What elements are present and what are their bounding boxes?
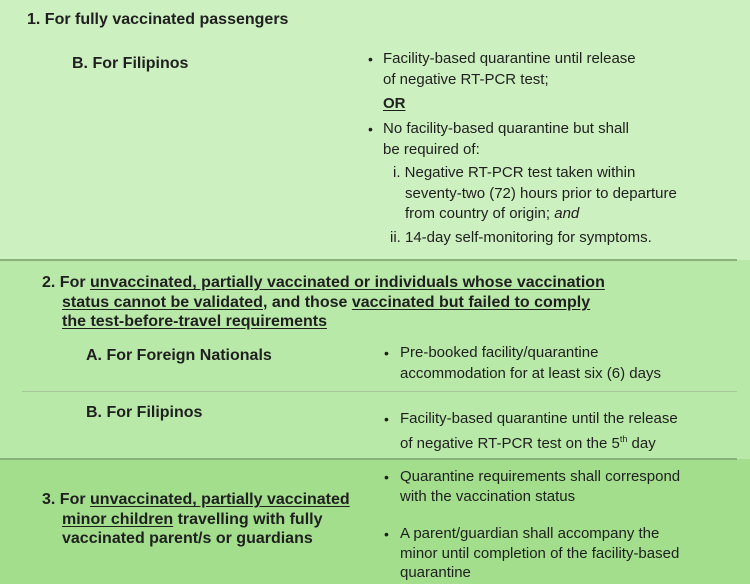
section-3-heading-line: minor children travelling with fully — [62, 511, 323, 528]
emphasis-and: and — [554, 205, 580, 222]
row-divider — [22, 391, 737, 392]
item-line: accommodation for at least six (6) days — [400, 365, 661, 382]
item-line: with the vaccination status — [400, 488, 576, 505]
item-line: A parent/guardian shall accompany the — [400, 525, 660, 542]
item-line: Facility-based quarantine until the release — [400, 410, 678, 427]
item-line: quarantine — [400, 564, 471, 581]
bullet-icon: • — [384, 526, 389, 542]
section-divider — [0, 259, 737, 261]
sub-item-line: ii. 14-day self-monitoring for symptoms. — [390, 229, 652, 246]
item-line: of negative RT-PCR test; — [383, 71, 549, 88]
section-1-heading: 1. For fully vaccinated passengers — [27, 11, 289, 28]
sub-item-line: i. Negative RT-PCR test taken within — [393, 164, 636, 181]
item-line: minor until completion of the facility-based — [400, 545, 680, 562]
bullet-icon: • — [384, 411, 389, 427]
section-2-heading-line: status cannot be validated, and those vaccinated but failed to comply — [62, 294, 591, 311]
item-line: of negative RT-PCR test on the 5th day — [400, 434, 656, 452]
item-line: Quarantine requirements shall correspond — [400, 468, 681, 485]
section-2-heading-line: the test-before-travel requirements — [62, 313, 327, 330]
sub-item-line: from country of origin; and — [405, 205, 580, 222]
bullet-icon: • — [368, 121, 373, 137]
section-2-subheading-foreign-nationals: A. For Foreign Nationals — [86, 347, 272, 364]
section-1-subheading-filipinos: B. For Filipinos — [72, 55, 189, 72]
section-3-heading-line: vaccinated parent/s or guardians — [62, 530, 313, 547]
bullet-icon: • — [368, 51, 373, 67]
item-line: be required of: — [383, 141, 480, 158]
bullet-icon: • — [384, 345, 389, 361]
item-line: Pre-booked facility/quarantine — [400, 344, 599, 361]
item-line: No facility-based quarantine but shall — [383, 120, 629, 137]
sub-item-line: seventy-two (72) hours prior to departure — [405, 185, 677, 202]
section-divider — [0, 458, 737, 460]
section-1-background — [0, 0, 750, 260]
bullet-icon: • — [384, 469, 389, 485]
section-2-heading-line: 2. For unvaccinated, partially vaccinated or individuals whose vaccination — [42, 274, 605, 291]
or-label: OR — [383, 95, 406, 112]
section-2-subheading-filipinos: B. For Filipinos — [86, 404, 203, 421]
section-3-heading-line: 3. For unvaccinated, partially vaccinated — [42, 491, 350, 508]
item-line: Facility-based quarantine until release — [383, 50, 636, 67]
